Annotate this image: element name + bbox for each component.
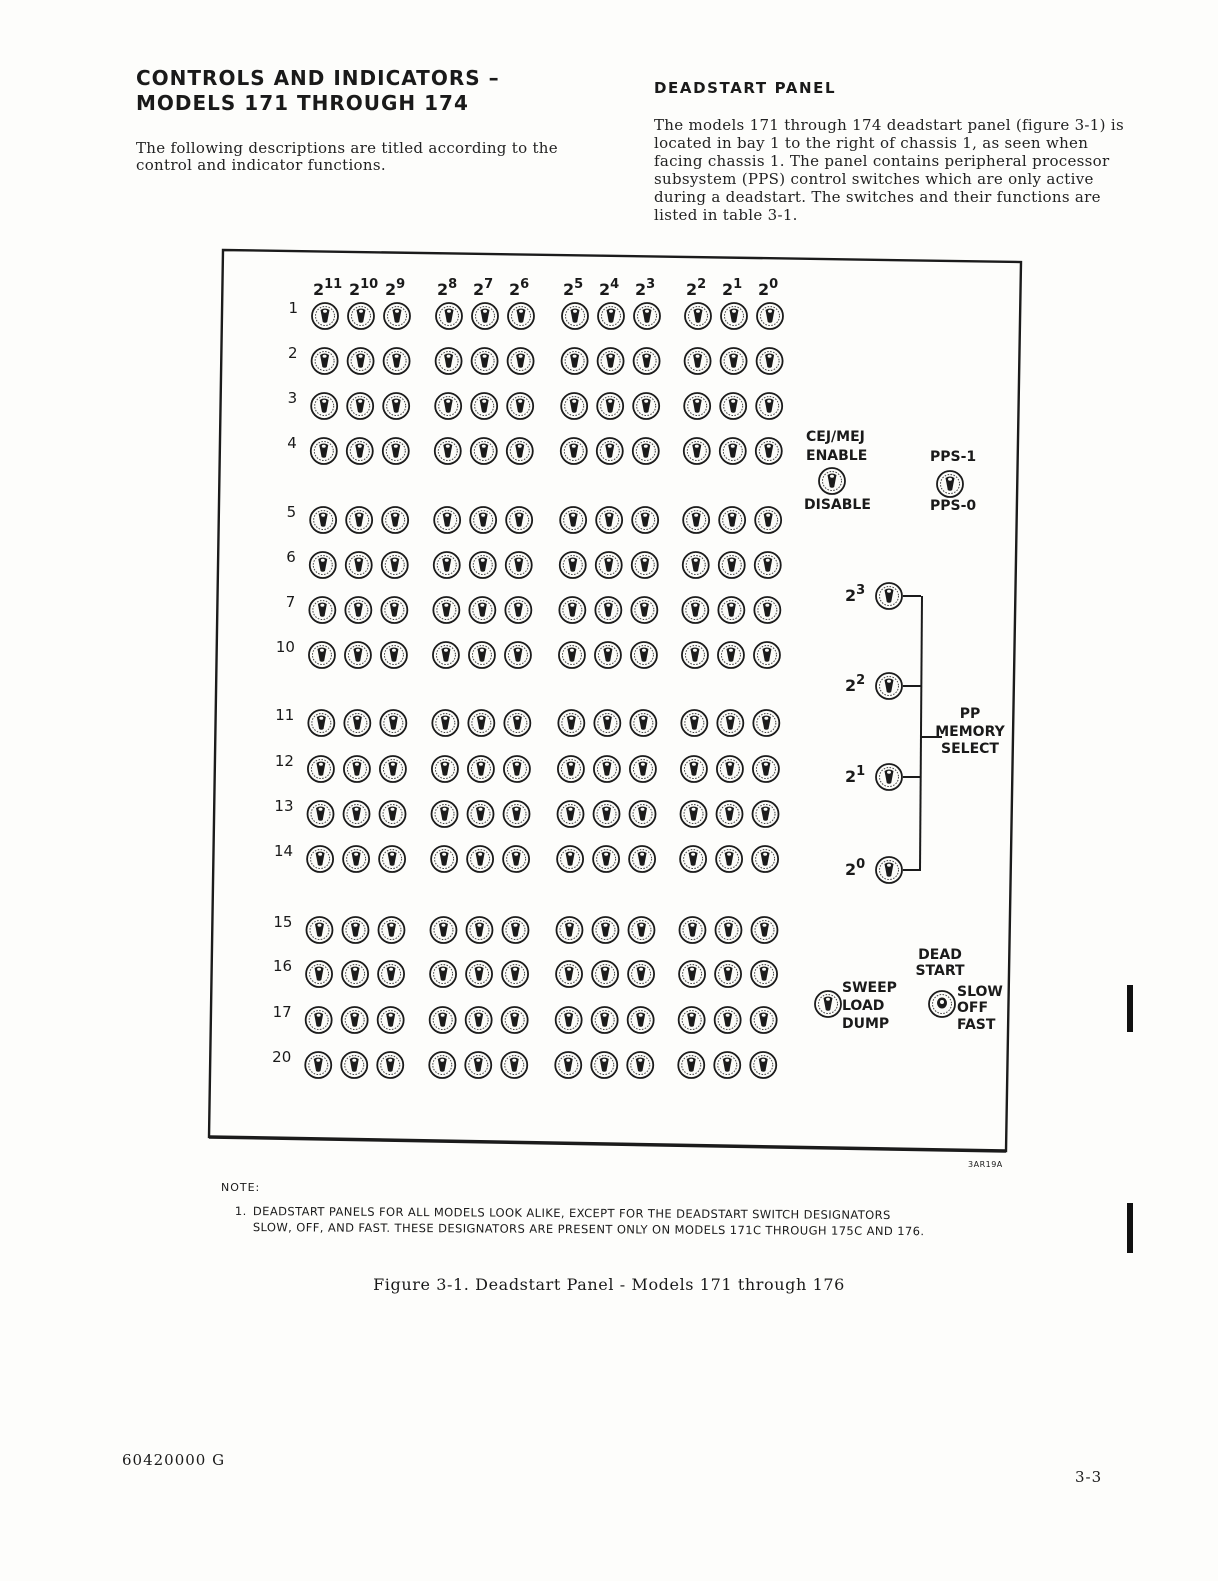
toggle-switch bbox=[718, 597, 744, 623]
figure-id: 3AR19A bbox=[968, 1160, 1003, 1169]
toggle-switch bbox=[558, 756, 584, 782]
toggle-switch bbox=[721, 303, 747, 329]
toggle-switch bbox=[470, 552, 496, 578]
row-label: 7 bbox=[285, 593, 296, 611]
toggle-switch bbox=[309, 642, 335, 668]
toggle-switch bbox=[344, 756, 370, 782]
toggle-switch bbox=[685, 303, 711, 329]
note-item-line-1: DEADSTART PANELS FOR ALL MODELS LOOK ALIKE, EXCEPT FOR THE DEADSTART SWITCH DESIGNATORS bbox=[252, 1204, 891, 1223]
toggle-switch bbox=[431, 846, 457, 872]
toggle-switch bbox=[434, 507, 460, 533]
toggle-switch bbox=[381, 642, 407, 668]
toggle-switch bbox=[757, 303, 783, 329]
toggle-switch bbox=[345, 642, 371, 668]
pp-memory-bit-label: $2^1$ bbox=[845, 764, 866, 786]
toggle-switch bbox=[342, 1007, 368, 1033]
row-label: 15 bbox=[273, 913, 293, 931]
row-label: 13 bbox=[274, 797, 294, 815]
toggle-switch bbox=[468, 801, 494, 827]
toggle-switch bbox=[382, 552, 408, 578]
dead-start-position-label: FAST bbox=[957, 1017, 996, 1033]
toggle-switch bbox=[507, 438, 533, 464]
toggle-switch bbox=[556, 917, 582, 943]
row-label: 11 bbox=[275, 706, 295, 724]
pps-1-label: PPS-1 bbox=[930, 449, 977, 465]
toggle-switch bbox=[591, 1052, 617, 1078]
toggle-switch bbox=[506, 552, 532, 578]
toggle-switch bbox=[598, 348, 624, 374]
toggle-switch bbox=[680, 846, 706, 872]
intro-paragraph: The following descriptions are titled according to the control and indicator functions. bbox=[136, 139, 558, 174]
toggle-switch bbox=[383, 393, 409, 419]
toggle-switch bbox=[629, 846, 655, 872]
row-label: 10 bbox=[275, 638, 295, 656]
pps-toggle-switch bbox=[937, 471, 963, 497]
toggle-switch bbox=[678, 1052, 704, 1078]
toggle-switch bbox=[378, 917, 404, 943]
note-item bbox=[235, 1203, 925, 1239]
sweep-switch-label: DUMP bbox=[842, 1016, 890, 1032]
column-bit-label: $2^0$ bbox=[758, 277, 779, 299]
pp-memory-select-label: MEMORY bbox=[935, 724, 1005, 740]
toggle-switch bbox=[592, 1007, 618, 1033]
toggle-switch bbox=[348, 348, 374, 374]
toggle-switch bbox=[631, 642, 657, 668]
toggle-switch bbox=[432, 756, 458, 782]
pp-memory-select-label: SELECT bbox=[941, 741, 999, 757]
toggle-switch bbox=[472, 348, 498, 374]
toggle-switch bbox=[718, 642, 744, 668]
toggle-switch bbox=[753, 756, 779, 782]
toggle-switch bbox=[308, 710, 334, 736]
pp-memory-select-label: PP bbox=[959, 706, 981, 722]
dead-start-title: START bbox=[915, 963, 965, 979]
cej-mej-disable-label: DISABLE bbox=[804, 497, 871, 513]
toggle-switch bbox=[720, 393, 746, 419]
toggle-switch bbox=[561, 438, 587, 464]
toggle-switch bbox=[433, 642, 459, 668]
toggle-switch bbox=[560, 552, 586, 578]
toggle-switch bbox=[434, 552, 460, 578]
toggle-switch bbox=[310, 552, 336, 578]
toggle-switch bbox=[436, 348, 462, 374]
toggle-switch bbox=[305, 1052, 331, 1078]
toggle-switch bbox=[596, 507, 622, 533]
change-bar bbox=[1127, 985, 1133, 1032]
pp-memory-toggle-switch bbox=[876, 583, 902, 609]
toggle-switch bbox=[348, 303, 374, 329]
toggle-switch bbox=[430, 917, 456, 943]
dead-start-title: DEAD bbox=[918, 947, 962, 963]
column-bit-label: $2^9$ bbox=[385, 277, 406, 299]
toggle-switch bbox=[502, 917, 528, 943]
toggle-switch bbox=[592, 961, 618, 987]
toggle-switch bbox=[681, 756, 707, 782]
cej-mej-title: CEJ/MEJ bbox=[806, 429, 865, 445]
cej-mej-toggle-switch bbox=[819, 468, 845, 494]
toggle-switch bbox=[684, 438, 710, 464]
toggle-switch bbox=[471, 438, 497, 464]
toggle-switch bbox=[630, 710, 656, 736]
toggle-switch bbox=[632, 507, 658, 533]
toggle-switch bbox=[558, 710, 584, 736]
toggle-switch bbox=[379, 846, 405, 872]
toggle-switch bbox=[594, 801, 620, 827]
toggle-switch bbox=[628, 1007, 654, 1033]
toggle-switch bbox=[559, 642, 585, 668]
row-label: 16 bbox=[272, 957, 293, 975]
toggle-switch bbox=[506, 507, 532, 533]
toggle-switch bbox=[469, 597, 495, 623]
toggle-switch bbox=[345, 597, 371, 623]
toggle-switch bbox=[378, 1007, 404, 1033]
toggle-switch bbox=[682, 597, 708, 623]
toggle-switch bbox=[378, 961, 404, 987]
toggle-switch bbox=[472, 303, 498, 329]
toggle-switch bbox=[508, 348, 534, 374]
column-bit-label: $2^6$ bbox=[509, 277, 530, 299]
toggle-switch bbox=[342, 917, 368, 943]
column-bit-label: $2^5$ bbox=[563, 277, 584, 299]
toggle-switch bbox=[430, 1007, 456, 1033]
toggle-switch bbox=[633, 438, 659, 464]
toggle-switch bbox=[436, 303, 462, 329]
toggle-switch bbox=[594, 756, 620, 782]
toggle-switch bbox=[435, 393, 461, 419]
column-bit-label: $2^3$ bbox=[635, 277, 656, 299]
toggle-switch bbox=[596, 552, 622, 578]
column-bit-label: $2^2$ bbox=[686, 277, 707, 299]
toggle-switch bbox=[755, 507, 781, 533]
toggle-switch bbox=[756, 393, 782, 419]
toggle-switch bbox=[384, 303, 410, 329]
toggle-switch bbox=[595, 642, 621, 668]
toggle-switch bbox=[683, 552, 709, 578]
toggle-switch bbox=[466, 917, 492, 943]
toggle-switch bbox=[717, 710, 743, 736]
note-item-number: 1. bbox=[234, 1204, 247, 1219]
column-bit-label: $2^1$ bbox=[722, 277, 743, 299]
document-number: 60420000 G bbox=[122, 1451, 226, 1469]
pps-0-label: PPS-0 bbox=[930, 498, 977, 514]
sweep-switch-label: SWEEP bbox=[842, 980, 897, 996]
heading-line-1: CONTROLS AND INDICATORS – bbox=[136, 66, 500, 90]
toggle-switch bbox=[630, 801, 656, 827]
toggle-switch bbox=[502, 961, 528, 987]
toggle-switch bbox=[504, 710, 530, 736]
note-item-line-2: SLOW, OFF, AND FAST. THESE DESIGNATORS ARE PRESENT ONLY ON MODELS 171C THROUGH 175C AND 176. bbox=[252, 1220, 925, 1239]
row-label: 14 bbox=[274, 842, 294, 860]
toggle-switch bbox=[505, 597, 531, 623]
toggle-switch bbox=[432, 801, 458, 827]
toggle-switch bbox=[632, 552, 658, 578]
toggle-switch bbox=[342, 961, 368, 987]
toggle-switch bbox=[381, 597, 407, 623]
toggle-switch bbox=[753, 710, 779, 736]
toggle-switch bbox=[597, 393, 623, 419]
toggle-switch bbox=[380, 756, 406, 782]
row-label: 2 bbox=[288, 344, 298, 362]
deadstart-panel-heading: DEADSTART PANEL bbox=[654, 79, 837, 97]
toggle-switch bbox=[715, 1007, 741, 1033]
toggle-switch bbox=[468, 756, 494, 782]
toggle-switch bbox=[307, 846, 333, 872]
column-bit-label: $2^{11}$ bbox=[313, 277, 343, 299]
toggle-switch bbox=[383, 438, 409, 464]
dead-start-toggle-switch bbox=[929, 991, 955, 1017]
toggle-switch bbox=[557, 846, 583, 872]
toggle-switch bbox=[754, 597, 780, 623]
toggle-switch bbox=[435, 438, 461, 464]
page-number: 3-3 bbox=[1075, 1468, 1103, 1486]
toggle-switch bbox=[465, 1052, 491, 1078]
toggle-switch bbox=[466, 1007, 492, 1033]
toggle-switch bbox=[679, 917, 705, 943]
toggle-switch bbox=[346, 552, 372, 578]
toggle-switch bbox=[377, 1052, 403, 1078]
toggle-switch bbox=[306, 1007, 332, 1033]
toggle-switch bbox=[562, 303, 588, 329]
pp-memory-toggle-switch bbox=[876, 673, 902, 699]
toggle-switch bbox=[628, 917, 654, 943]
dead-start-position-label: SLOW bbox=[957, 984, 1003, 1000]
pp-memory-toggle-switch bbox=[876, 857, 902, 883]
toggle-switch bbox=[751, 961, 777, 987]
toggle-switch bbox=[561, 393, 587, 419]
toggle-switch bbox=[755, 552, 781, 578]
toggle-switch bbox=[556, 1007, 582, 1033]
deadstart-panel-description: The models 171 through 174 deadstart panel (figure 3-1) is located in bay 1 to the right of chassis 1, as seen when facing chassis 1. The panel contains peripheral processor subsystem (PPS) control switches which are only active during a deadstart. The switches and their functions are listed in table 3-1. bbox=[654, 116, 1124, 224]
row-label: 1 bbox=[288, 299, 298, 317]
toggle-switch bbox=[719, 507, 745, 533]
toggle-switch bbox=[595, 597, 621, 623]
toggle-switch bbox=[751, 1007, 777, 1033]
dead-start-position-label: OFF bbox=[957, 1000, 989, 1016]
column-bit-label: $2^{10}$ bbox=[349, 277, 379, 299]
toggle-switch bbox=[559, 597, 585, 623]
toggle-switch bbox=[719, 552, 745, 578]
pp-memory-bit-label: $2^0$ bbox=[845, 857, 866, 879]
toggle-switch bbox=[432, 710, 458, 736]
row-label: 12 bbox=[274, 752, 294, 770]
toggle-switch bbox=[502, 1007, 528, 1033]
pp-memory-bit-label: $2^2$ bbox=[845, 673, 866, 695]
toggle-switch bbox=[679, 1007, 705, 1033]
toggle-switch bbox=[468, 710, 494, 736]
toggle-switch bbox=[598, 303, 624, 329]
toggle-switch bbox=[681, 801, 707, 827]
toggle-switch bbox=[312, 348, 338, 374]
toggle-switch bbox=[469, 642, 495, 668]
toggle-switch bbox=[597, 438, 623, 464]
toggle-switch bbox=[507, 393, 533, 419]
toggle-switch bbox=[752, 846, 778, 872]
toggle-switch bbox=[503, 846, 529, 872]
toggle-switch bbox=[685, 348, 711, 374]
toggle-switch bbox=[757, 348, 783, 374]
toggle-switch bbox=[343, 846, 369, 872]
toggle-switch bbox=[344, 710, 370, 736]
toggle-switch bbox=[308, 756, 334, 782]
toggle-switch bbox=[721, 348, 747, 374]
toggle-switch bbox=[306, 961, 332, 987]
toggle-switch bbox=[756, 438, 782, 464]
toggle-switch bbox=[430, 961, 456, 987]
toggle-switch bbox=[560, 507, 586, 533]
toggle-switch bbox=[341, 1052, 367, 1078]
row-label: 3 bbox=[287, 389, 298, 407]
note-title: NOTE: bbox=[221, 1181, 261, 1194]
toggle-switch bbox=[504, 756, 530, 782]
pp-memory-bit-label: $2^3$ bbox=[845, 583, 866, 605]
row-label: 17 bbox=[272, 1003, 292, 1021]
toggle-switch bbox=[633, 393, 659, 419]
toggle-switch bbox=[594, 710, 620, 736]
toggle-switch bbox=[433, 597, 459, 623]
toggle-switch bbox=[717, 801, 743, 827]
toggle-switch bbox=[347, 393, 373, 419]
toggle-switch bbox=[593, 846, 619, 872]
toggle-switch bbox=[429, 1052, 455, 1078]
toggle-switch bbox=[717, 756, 743, 782]
toggle-switch bbox=[467, 846, 493, 872]
toggle-switch bbox=[751, 917, 777, 943]
toggle-switch bbox=[715, 961, 741, 987]
toggle-switch bbox=[716, 846, 742, 872]
toggle-switch bbox=[555, 1052, 581, 1078]
toggle-switch bbox=[380, 710, 406, 736]
toggle-switch bbox=[754, 642, 780, 668]
row-label: 6 bbox=[286, 548, 296, 566]
toggle-switch bbox=[720, 438, 746, 464]
column-bit-label: $2^7$ bbox=[473, 277, 494, 299]
toggle-switch bbox=[753, 801, 779, 827]
row-label: 20 bbox=[272, 1048, 292, 1066]
toggle-switch bbox=[508, 303, 534, 329]
toggle-switch bbox=[310, 507, 336, 533]
toggle-switch bbox=[471, 393, 497, 419]
toggle-switch bbox=[504, 801, 530, 827]
toggle-switch bbox=[714, 1052, 740, 1078]
heading-line-2: MODELS 171 THROUGH 174 bbox=[136, 91, 469, 115]
sweep-load-dump-toggle-switch bbox=[815, 991, 841, 1017]
toggle-switch bbox=[592, 917, 618, 943]
toggle-switch bbox=[309, 597, 335, 623]
toggle-switch bbox=[684, 393, 710, 419]
toggle-switch bbox=[558, 801, 584, 827]
toggle-switch bbox=[750, 1052, 776, 1078]
column-bit-label: $2^4$ bbox=[599, 277, 620, 299]
toggle-switch bbox=[505, 642, 531, 668]
toggle-switch bbox=[501, 1052, 527, 1078]
change-bar bbox=[1127, 1203, 1133, 1253]
toggle-switch bbox=[681, 710, 707, 736]
toggle-switch bbox=[380, 801, 406, 827]
toggle-switch bbox=[628, 961, 654, 987]
toggle-switch bbox=[634, 348, 660, 374]
toggle-switch bbox=[682, 642, 708, 668]
toggle-switch bbox=[384, 348, 410, 374]
toggle-switch bbox=[683, 507, 709, 533]
row-label: 5 bbox=[286, 503, 297, 521]
toggle-switch bbox=[466, 961, 492, 987]
column-bit-label: $2^8$ bbox=[437, 277, 458, 299]
pp-memory-toggle-switch bbox=[876, 764, 902, 790]
toggle-switch bbox=[311, 438, 337, 464]
toggle-switch bbox=[312, 303, 338, 329]
sweep-switch-label: LOAD bbox=[842, 998, 885, 1014]
toggle-switch bbox=[634, 303, 660, 329]
toggle-switch bbox=[556, 961, 582, 987]
toggle-switch bbox=[631, 597, 657, 623]
toggle-switch bbox=[347, 438, 373, 464]
toggle-switch bbox=[715, 917, 741, 943]
toggle-switch bbox=[627, 1052, 653, 1078]
cej-mej-enable-label: ENABLE bbox=[806, 448, 868, 464]
toggle-switch bbox=[306, 917, 332, 943]
toggle-switch bbox=[346, 507, 372, 533]
figure-caption: Figure 3-1. Deadstart Panel - Models 171 through 176 bbox=[373, 1275, 845, 1294]
toggle-switch bbox=[562, 348, 588, 374]
toggle-switch bbox=[308, 801, 334, 827]
toggle-switch bbox=[382, 507, 408, 533]
toggle-switch bbox=[311, 393, 337, 419]
row-label: 4 bbox=[287, 434, 297, 452]
toggle-switch bbox=[630, 756, 656, 782]
toggle-switch bbox=[344, 801, 370, 827]
toggle-switch bbox=[679, 961, 705, 987]
toggle-switch bbox=[470, 507, 496, 533]
